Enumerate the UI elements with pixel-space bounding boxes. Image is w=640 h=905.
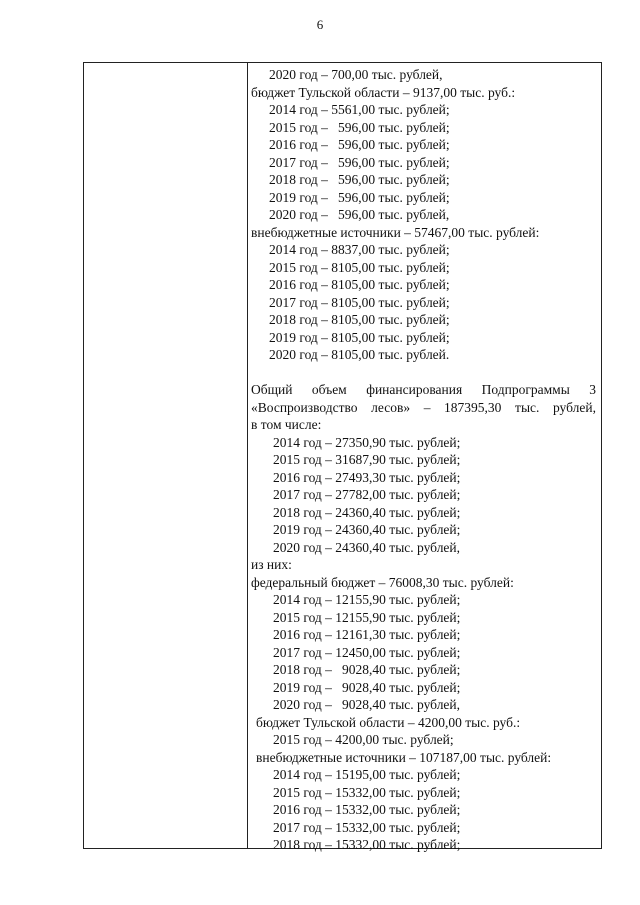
text-line: из них:	[251, 557, 292, 572]
text-line: 2016 год – 12161,30 тыс. рублей;	[273, 627, 461, 642]
text-line: в том числе:	[251, 417, 322, 432]
text-line: 2014 год – 12155,90 тыс. рублей;	[273, 592, 461, 607]
text-line: 2019 год – 24360,40 тыс. рублей;	[273, 522, 461, 537]
text-line: бюджет Тульской области – 4200,00 тыс. руб.:	[256, 714, 521, 730]
text-line: бюджет Тульской области – 9137,00 тыс. руб.:	[251, 84, 516, 100]
text-line: 2020 год – 24360,40 тыс. рублей,	[273, 539, 461, 555]
text-line: 2019 год – 596,00 тыс. рублей;	[269, 189, 450, 205]
text-line: 2015 год – 8105,00 тыс. рублей;	[269, 259, 450, 275]
text-line: 2019 год – 8105,00 тыс. рублей;	[269, 329, 450, 345]
page-number: 6	[316, 17, 324, 32]
text-line: 2014 год – 8837,00 тыс. рублей;	[269, 242, 450, 257]
text-line: 2017 год – 27782,00 тыс. рублей;	[273, 487, 461, 502]
text-line: внебюджетные источники – 107187,00 тыс. рублей:	[256, 749, 552, 765]
text-line: федеральный бюджет – 76008,30 тыс. рублей:	[251, 574, 514, 590]
text-line: 2020 год – 596,00 тыс. рублей,	[269, 207, 450, 222]
text-line: Общий объем финансирования Подпрограммы 3	[251, 382, 596, 397]
text-line: 2017 год – 15332,00 тыс. рублей;	[273, 819, 461, 835]
text-line: 2018 год – 596,00 тыс. рублей;	[269, 172, 450, 187]
text-line: 2015 год – 12155,90 тыс. рублей;	[273, 609, 461, 625]
text-line: 2016 год – 27493,30 тыс. рублей;	[273, 469, 461, 485]
financing-text	[251, 66, 596, 854]
text-line: 2017 год – 8105,00 тыс. рублей;	[269, 294, 450, 310]
text-line: 2015 год – 15332,00 тыс. рублей;	[273, 784, 461, 800]
text-line: 2018 год – 9028,40 тыс. рублей;	[273, 662, 461, 677]
text-line: 2020 год – 9028,40 тыс. рублей,	[273, 697, 461, 712]
text-line: 2015 год – 31687,90 тыс. рублей;	[273, 452, 461, 467]
text-line: 2015 год – 4200,00 тыс. рублей;	[273, 732, 454, 747]
text-line: 2020 год – 700,00 тыс. рублей,	[269, 67, 443, 82]
column-divider	[247, 63, 248, 848]
paragraph-gap	[251, 364, 596, 382]
text-line: 2014 год – 15195,00 тыс. рублей;	[273, 767, 461, 782]
text-line: 2015 год – 596,00 тыс. рублей;	[269, 119, 450, 135]
text-line: 2018 год – 15332,00 тыс. рублей;	[273, 837, 461, 852]
text-line: внебюджетные источники – 57467,00 тыс. рублей:	[251, 224, 540, 240]
text-line: 2018 год – 8105,00 тыс. рублей;	[269, 312, 450, 327]
financing-table	[83, 62, 602, 852]
text-line: 2016 год – 8105,00 тыс. рублей;	[269, 277, 450, 292]
text-line: 2014 год – 27350,90 тыс. рублей;	[273, 434, 461, 450]
text-line: 2014 год – 5561,00 тыс. рублей;	[269, 102, 450, 117]
text-line: 2019 год – 9028,40 тыс. рублей;	[273, 679, 461, 695]
text-line: «Воспроизводство лесов» – 187395,30 тыс. рублей,	[251, 399, 596, 415]
text-line: 2016 год – 15332,00 тыс. рублей;	[273, 802, 461, 817]
text-line: 2020 год – 8105,00 тыс. рублей.	[269, 347, 450, 362]
text-line: 2016 год – 596,00 тыс. рублей;	[269, 137, 450, 152]
text-line: 2017 год – 12450,00 тыс. рублей;	[273, 644, 461, 660]
text-line: 2018 год – 24360,40 тыс. рублей;	[273, 504, 461, 520]
text-line: 2017 год – 596,00 тыс. рублей;	[269, 154, 450, 170]
